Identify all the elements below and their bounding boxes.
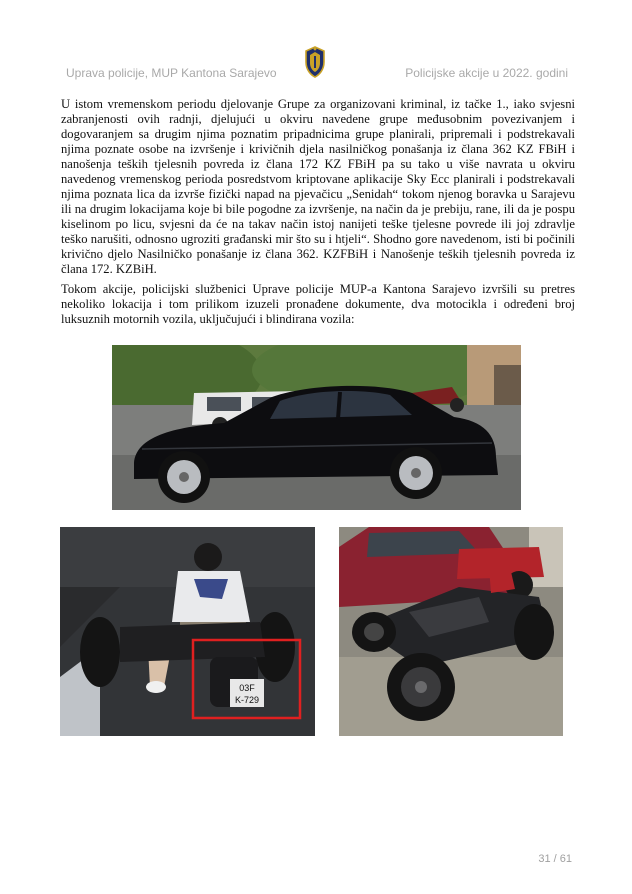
photo-three-wheel-motorcycle xyxy=(339,527,563,736)
page-number: 31 / 61 xyxy=(538,853,572,865)
body-paragraph-1: U istom vremenskom periodu djelovanje Grupe za organizovani kriminal, iz tačke 1., iako svjesni zabranjenosti ovih radnji, djelujući u okviru navedene grupe međusobnim povezivanjem i dogovaranjem sa drugim njima poznatim pripadnicima grupe planirali, pripremali i podstrekavali njima poznate osobe na izvršenje i krivičnih djela nasilničkog ponašanja iz člana 362 KZ FBiH i nanošenja teških tjelesnih povreda iz člana 172 KZ FBiH pa su tako u više navrata u okviru navedenog vremenskog perioda posredstvom kriptovane aplikacije Sky Ecc planirali i podstrekavali njima poznata lica da izvrše fizički napad na pjevačicu „Senidah“ tokom njenog boravka u Sarajevu ili na drugim lokacijama koje bi bile pogodne za izvršenje, na način da je prebiju, rane, ili da je pospu kiselinom po licu, svjesni da će na takav način istoj nanijeti teške tjelesne povrede ili joj zdravlje teško narušiti, odnosno ugroziti građanski mir što su i htjeli“. Shodno gore navedenom, isti bi počinili krivično djelo Nasilničko ponašanje iz člana 362. KZFBiH i Nanošenje teških tjelesnih povreda iz člana 172. KZBiH. xyxy=(61,97,575,276)
body-paragraph-2: Tokom akcije, policijski službenici Uprave policije MUP-a Kantona Sarajevo izvršili su pretres nekoliko lokacija i tom prilikom izuzeli pronađene dokumente, dva motocikla i određeni broj luksuznih motornih vozila, uključujući i blindirana vozila: xyxy=(61,282,575,326)
license-plate-bottom: K-729 xyxy=(234,695,260,705)
header-title: Policijske akcije u 2022. godini xyxy=(405,66,568,80)
photo-surveillance-rider xyxy=(60,527,315,736)
police-crest-icon xyxy=(304,46,326,78)
license-plate-top: 03F xyxy=(239,683,255,693)
photo-black-sedan xyxy=(112,345,521,510)
header-organization: Uprava policije, MUP Kantona Sarajevo xyxy=(66,66,277,80)
page-header xyxy=(60,46,574,82)
